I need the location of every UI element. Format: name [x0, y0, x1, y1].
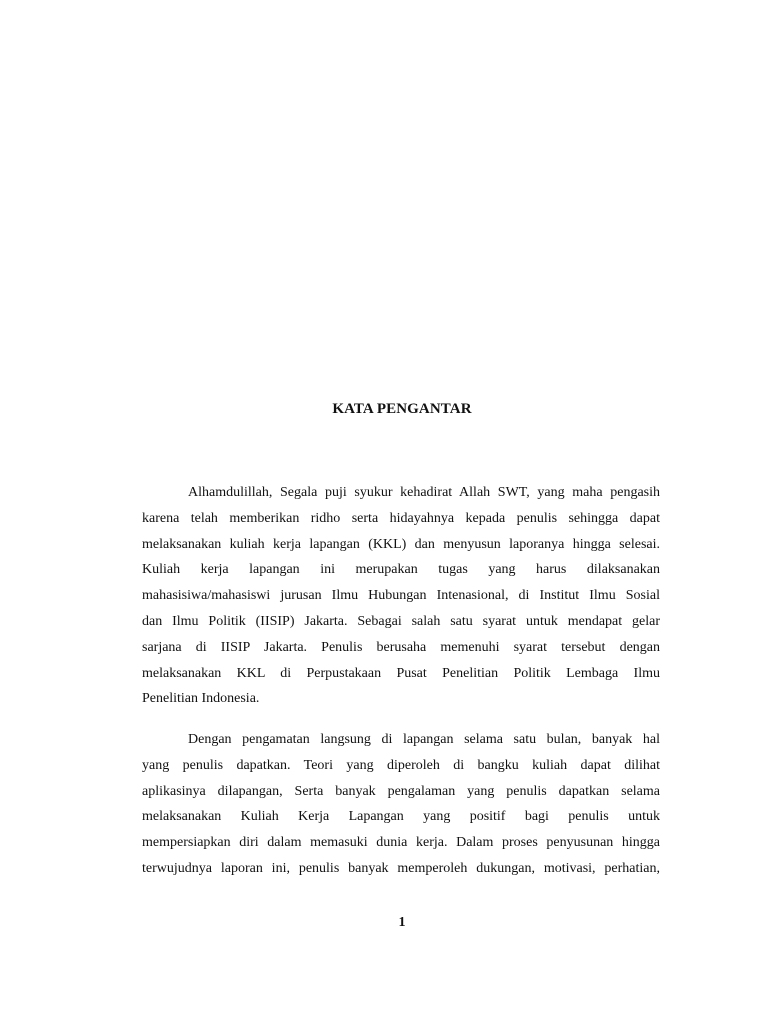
paragraph-line: melaksanakan kuliah kerja lapangan (KKL) dan menyusun laporanya hingga selesai.: [142, 536, 660, 552]
page-title: KATA PENGANTAR: [332, 401, 472, 417]
paragraph-line: mempersiapkan diri dalam memasuki dunia kerja. Dalam proses penyusunan hingga: [142, 835, 660, 851]
paragraph-line: aplikasinya dilapangan, Serta banyak pengalaman yang penulis dapatkan selama: [142, 783, 660, 799]
paragraph-line: Dengan pengamatan langsung di lapangan selama satu bulan, banyak hal: [188, 732, 660, 747]
paragraph-line: Alhamdulillah, Segala puji syukur kehadirat Allah SWT, yang maha pengasih: [188, 485, 660, 500]
paragraph-line: mahasisiwa/mahasiswi jurusan Ilmu Hubungan Intenasional, di Institut Ilmu Sosial: [142, 588, 660, 604]
paragraph-line: terwujudnya laporan ini, penulis banyak memperoleh dukungan, motivasi, perhatian,: [142, 860, 660, 876]
paragraph-line: Kuliah kerja lapangan ini merupakan tugas yang harus dilaksanakan: [142, 562, 660, 578]
paragraph-line: melaksanakan KKL di Perpustakaan Pusat Penelitian Politik Lembaga Ilmu: [142, 665, 660, 681]
paragraph-line: dan Ilmu Politik (IISIP) Jakarta. Sebagai salah satu syarat untuk mendapat gelar: [142, 613, 660, 629]
paragraph-line: Penelitian Indonesia.: [142, 691, 260, 707]
page-number: 1: [398, 915, 406, 930]
paragraph-line: sarjana di IISIP Jakarta. Penulis berusaha memenuhi syarat tersebut dengan: [142, 639, 660, 655]
paragraph-line: melaksanakan Kuliah Kerja Lapangan yang positif bagi penulis untuk: [142, 809, 660, 825]
paragraph-line: yang penulis dapatkan. Teori yang diperoleh di bangku kuliah dapat dilihat: [142, 757, 660, 773]
paragraph-line: karena telah memberikan ridho serta hidayahnya kepada penulis sehingga dapat: [142, 510, 660, 526]
paragraph-2: [142, 727, 660, 882]
paragraph-1: [142, 480, 660, 712]
